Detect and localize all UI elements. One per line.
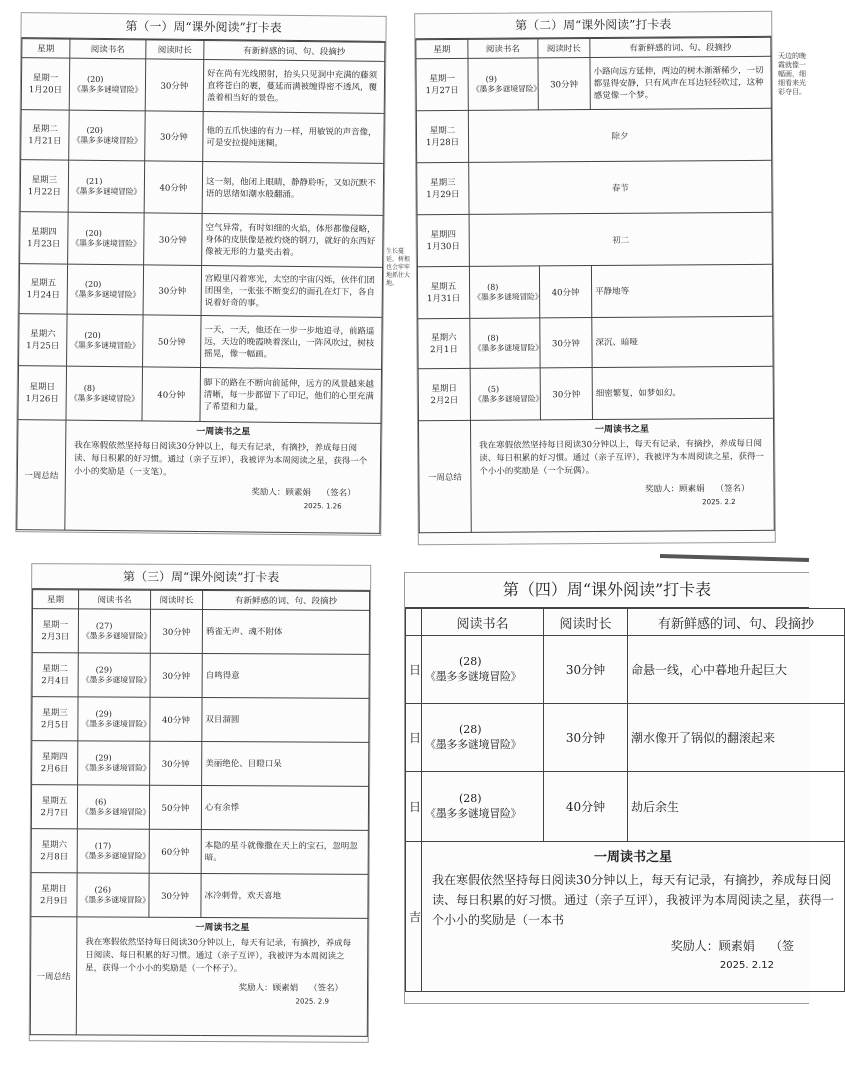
excerpt: 细密繁复，如梦如幻。 [592, 366, 773, 419]
margin-note: 生长蔓延，树根也会牢牢地抓住大地。 [386, 248, 411, 287]
table-row [416, 56, 771, 110]
col-header-day: 星期 [416, 39, 468, 58]
day-cell [418, 318, 470, 368]
date: 1月23日 [27, 238, 61, 250]
excerpt: 鸦雀无声、魂不附体 [202, 610, 369, 655]
reading-table [30, 589, 370, 1037]
table-row [32, 653, 369, 699]
chapter: (20) [84, 279, 102, 289]
sheet-title: 第（二）周“课外阅读”打卡表 [415, 12, 771, 39]
book-cell [69, 58, 146, 111]
book-title: 《墨多多谜境冒险》 [425, 738, 522, 751]
summary-label: 吉 [406, 842, 422, 992]
sign-label: （签名） [308, 983, 344, 994]
book-cell [69, 110, 146, 161]
chapter: (20) [86, 125, 103, 135]
chapter: (28) [459, 723, 482, 736]
weekday: 星期六 [30, 328, 56, 339]
awarder: 顾素娟 [285, 487, 311, 499]
duration: 40分钟 [150, 697, 202, 741]
weekly-sheet-2 [414, 11, 776, 545]
chapter: (26) [94, 884, 111, 895]
book-title: 《墨多多谜境冒险》 [473, 342, 543, 353]
table-row [418, 316, 773, 368]
day-cell [20, 160, 69, 212]
weekday: 星期一 [42, 619, 69, 630]
star-title: 一周读书之星 [593, 850, 672, 865]
duration: 30分钟 [149, 873, 201, 917]
book-cell [470, 318, 543, 368]
day-cell [417, 214, 469, 266]
date: 2月1日 [430, 344, 458, 355]
book-cell [77, 829, 149, 873]
book-title: 《墨多多谜境冒险》 [72, 84, 143, 94]
holiday-note: 初二 [469, 212, 772, 266]
chapter: (8) [487, 333, 499, 343]
table-row [417, 264, 772, 318]
weekday: 星期二 [42, 663, 68, 674]
book-title: 《墨多多谜境冒险》 [81, 630, 152, 641]
summary-cell [65, 420, 381, 533]
table-row [21, 110, 385, 164]
duration: 60分钟 [149, 829, 201, 873]
date: 1月20日 [28, 84, 63, 96]
chapter: (29) [95, 664, 113, 675]
date: 2月5日 [40, 719, 69, 730]
summary-paragraph [479, 438, 765, 479]
duration: 40分钟 [144, 161, 203, 214]
excerpt: 自鸣得意 [202, 654, 369, 699]
date: 2月3日 [41, 631, 70, 642]
book-title: 《墨多多谜境冒险》 [72, 135, 142, 145]
star-title: 一周读书之星 [196, 426, 251, 438]
table-row [31, 873, 368, 919]
book-cell [78, 697, 150, 741]
chapter: (29) [95, 708, 112, 719]
day-cell [31, 873, 77, 917]
date: 2月9日 [40, 895, 68, 906]
book-title: 《墨多多谜境冒险》 [69, 393, 140, 403]
table-row [21, 58, 385, 114]
col-header-book: 阅读书名 [422, 609, 544, 636]
reward: 一个玩偶 [547, 466, 582, 477]
book-cell [78, 741, 150, 785]
star-title: 一周读书之星 [595, 424, 650, 436]
table-row [19, 314, 383, 370]
table-row [406, 704, 845, 772]
summary-paragraph [74, 440, 372, 482]
table-row [20, 212, 384, 268]
day-cell [416, 110, 468, 162]
chapter: (8) [487, 282, 499, 292]
col-header-excerpt: 有新鲜感的词、句、段摘抄 [204, 41, 385, 62]
holiday-note: 除夕 [468, 108, 771, 162]
photo-edge [660, 554, 809, 562]
date: 2月4日 [41, 675, 70, 686]
table-row [417, 160, 772, 214]
weekday: 星期五 [41, 795, 68, 806]
margin-note: 天边的晚霞就像一幅画，细细看来光彩夺目。 [778, 52, 806, 96]
reward: 一支笔 [133, 467, 160, 478]
excerpt: 他的五爪快速的有力一样，用敏锐的声音像，可是安拉提纯迷糊。 [203, 112, 385, 164]
book-title: 《墨多多谜境冒险》 [71, 186, 142, 196]
chapter: (20) [85, 228, 102, 238]
book-title: 《墨多多谜境冒险》 [473, 393, 544, 404]
day-cell [416, 58, 468, 110]
duration: 40分钟 [544, 772, 628, 842]
summary-label: 一周总结 [418, 420, 471, 532]
excerpt: 平静地等 [591, 264, 772, 317]
table-header-row [406, 609, 845, 636]
col-header-day: 星期 [33, 590, 79, 609]
table-row [417, 212, 772, 266]
book-title: 《墨多多谜境冒险》 [70, 289, 141, 299]
day-cell-cropped: 日 [406, 772, 422, 842]
table-row [32, 609, 369, 655]
sheet-date: 2025. 2.12 [719, 960, 774, 971]
sheet-date: 2025. 1.26 [303, 502, 342, 511]
book-cell [77, 873, 149, 917]
signature-line [432, 936, 834, 956]
book-title: 《墨多多谜境冒险》 [81, 674, 151, 685]
awarder-label: 奖励人： [238, 983, 273, 994]
sheet-date: 2025. 2.9 [295, 997, 329, 1006]
weekly-sheet-1 [15, 12, 386, 536]
day-cell [19, 264, 68, 314]
col-header-day: 星期 [22, 39, 70, 59]
excerpt: 脚下的路在不断向前延伸，远方的风景越来越清晰，每一步都留下了印记，他们的心里充满了希望和力量。 [200, 368, 382, 424]
weekday: 星期日 [29, 381, 56, 392]
book-title: 《墨多多谜境冒险》 [425, 670, 522, 683]
reading-table [16, 38, 385, 534]
chapter: (21) [85, 176, 103, 186]
excerpt: 本隐的星斗就像撒在天上的宝石，忽明忽暗。 [201, 830, 368, 875]
summary-text: 我在寒假依然坚持每日阅读30分钟以上，每天有记录，有摘抄，养成每日阅读、每日积累的好习惯。通过（亲子互评），我被评为本周阅读之星，获得一个小小的奖励是（ [432, 873, 835, 927]
book-cell [77, 785, 149, 829]
duration: 30分钟 [143, 265, 202, 316]
summary-text: 我在寒假依然坚持每日阅读30分钟以上，每天有记录，有摘抄，养成每日阅读、每日积累的好习惯。通过（亲子互评），我被评为本周阅读之星，获得一个小小的奖励是（ [73, 440, 368, 478]
duration: 30分钟 [150, 741, 202, 785]
day-cell [19, 314, 68, 366]
col-header-book: 阅读书名 [70, 39, 146, 59]
star-title: 一周读书之星 [195, 922, 250, 934]
weekday: 星期日 [41, 883, 67, 894]
excerpt: 深沉、暗哑 [592, 316, 773, 367]
summary-label: 一周总结 [17, 420, 66, 530]
table-header-row [33, 590, 370, 611]
date: 1月25日 [26, 340, 60, 352]
summary-paragraph [432, 870, 834, 930]
awarder-label: 奖励人： [670, 939, 719, 953]
duration: 30分钟 [544, 636, 628, 704]
day-cell-cropped: 日 [406, 636, 422, 704]
duration: 30分钟 [150, 653, 202, 697]
weekday: 星期六 [41, 839, 68, 850]
weekday: 星期三 [31, 174, 58, 185]
book-cell [470, 368, 544, 420]
table-header-row [416, 37, 771, 58]
col-header-book: 阅读书名 [468, 39, 538, 58]
sheet-date: 2025. 2.2 [702, 498, 736, 507]
date: 1月28日 [425, 137, 460, 148]
duration: 30分钟 [544, 704, 628, 772]
excerpt: 空气异常，有时如细的火焰，体形都像侵略，身体的皮肤像是被灼烧的钢刀，就好的东西好像被无形的力量夹击着。 [202, 214, 384, 268]
chapter: (20) [84, 330, 101, 340]
book-title: 《墨多多谜境冒险》 [425, 807, 522, 820]
excerpt: 命悬一线，心中暮地升起巨大 [628, 636, 845, 704]
date: 2月6日 [40, 763, 69, 774]
summary-text: 我在寒假依然坚持每日阅读30分钟以上，每天有记录，有摘抄，养成每日阅读、每日积累的好习惯。通过（亲子互评），我被评为本周阅读之星，获得一个小小的奖励是（ [479, 438, 765, 477]
duration: 30分钟 [540, 368, 592, 420]
weekly-sheet-3 [29, 563, 371, 1043]
excerpt: 冰冷刺骨，欢天喜地 [201, 874, 368, 919]
date: 1月21日 [28, 135, 62, 147]
day-cell [418, 368, 470, 420]
day-cell [21, 110, 70, 160]
date: 1月30日 [426, 241, 460, 252]
table-row [406, 772, 845, 842]
chapter: (8) [83, 383, 96, 393]
day-cell [20, 212, 69, 264]
duration: 40分钟 [142, 367, 201, 422]
col-header-duration: 阅读时长 [538, 39, 590, 58]
table-row [18, 366, 382, 424]
chapter: (9) [485, 74, 497, 84]
book-title: 《墨多多谜境冒险》 [80, 806, 151, 817]
day-cell [21, 58, 70, 110]
col-header-day-cropped [406, 609, 422, 636]
table-row [20, 160, 384, 216]
duration: 30分钟 [150, 609, 202, 653]
day-cell-cropped: 日 [406, 704, 422, 772]
book-cell [67, 264, 144, 315]
date: 2月2日 [430, 395, 459, 406]
book-title: 《墨多多谜境冒险》 [471, 83, 542, 94]
weekday: 星期五 [430, 281, 457, 292]
date: 1月31日 [426, 293, 461, 304]
col-header-duration: 阅读时长 [146, 40, 204, 60]
chapter: (27) [95, 620, 113, 631]
book-title: 《墨多多谜境冒险》 [80, 850, 151, 861]
book-cell [78, 609, 150, 653]
awarder: 顾素娟 [718, 939, 755, 953]
weekday: 星期五 [30, 277, 57, 288]
summary-label: 一周总结 [30, 917, 77, 1035]
weekday: 星期六 [431, 332, 457, 343]
sign-label: （签 [769, 939, 794, 953]
chapter: (28) [459, 792, 482, 805]
excerpt: 劫后余生 [628, 772, 845, 842]
summary-end: ）。 [581, 466, 595, 477]
summary-cell [76, 917, 368, 1037]
awarder-label: 奖励人： [251, 487, 286, 498]
book-cell [469, 266, 543, 318]
weekday: 星期四 [430, 229, 456, 240]
duration: 50分钟 [149, 785, 201, 829]
book-cell [67, 314, 144, 367]
book-title: 《墨多多谜境冒险》 [81, 762, 151, 773]
book-cell [78, 653, 150, 697]
summary-text: 我在寒假依然坚持每日阅读30分钟以上，每天有记录，有摘抄，养成每日阅读、每日积累的好习惯。通过（亲子互评），我被评为本周阅读之星，获得一个小小的奖励是（ [85, 937, 352, 974]
book-cell [422, 704, 544, 772]
date: 2月7日 [40, 807, 69, 818]
book-cell [66, 366, 143, 421]
excerpt: 小路向远方延伸，两边的树木渐渐稀少，一切都显得安静，只有风声在耳边轻轻吹过，这种感觉像一个梦。 [590, 56, 771, 109]
excerpt: 心有余悸 [201, 786, 368, 831]
weekday: 星期二 [32, 123, 58, 134]
table-row [416, 108, 771, 162]
awarder: 顾素娟 [679, 484, 705, 495]
col-header-excerpt: 有新鲜感的词、句、段摘抄 [590, 37, 771, 57]
book-cell [422, 636, 544, 704]
excerpt: 潮水像开了锅似的翻滚起来 [628, 704, 845, 772]
day-cell [32, 741, 78, 785]
excerpt: 宫殿里闪着寒光，太空的宇宙闪烁，伙伴们团团围坐，一张张不断变幻的面孔在灯下，各自说着好奇的事。 [201, 266, 383, 318]
book-cell [68, 212, 145, 265]
chapter: (6) [94, 796, 107, 807]
summary-end: ）。 [158, 467, 172, 478]
weekday: 星期二 [429, 125, 456, 136]
chapter: (5) [487, 384, 500, 394]
sheet-title: 第（三）周“课外阅读”打卡表 [32, 564, 370, 591]
summary-cell [470, 418, 774, 532]
weekday: 星期日 [431, 383, 458, 394]
table-row [31, 829, 368, 875]
chapter: (17) [94, 840, 112, 851]
excerpt: 这一刻，他闭上眼睛，静静聆听，又如沉默不语的思绪如潮水般翻涌。 [202, 162, 384, 216]
table-row [32, 697, 369, 743]
summary-paragraph [85, 936, 359, 976]
table-row [31, 785, 368, 831]
book-title: 《墨多多谜境冒险》 [473, 291, 543, 302]
weekday: 星期四 [41, 751, 68, 762]
col-header-excerpt: 有新鲜感的词、句、段摘抄 [203, 591, 370, 611]
reward: 一本书 [528, 913, 565, 927]
duration: 30分钟 [145, 59, 204, 112]
weekday: 星期四 [31, 226, 57, 237]
awarder-label: 奖励人： [645, 484, 680, 495]
duration: 30分钟 [145, 111, 204, 162]
date: 1月24日 [26, 289, 60, 301]
day-cell [31, 785, 77, 829]
chapter: (28) [459, 655, 482, 668]
book-cell [68, 160, 145, 213]
duration: 50分钟 [143, 315, 202, 368]
awarder: 顾素娟 [272, 983, 299, 994]
holiday-note: 春节 [469, 160, 772, 214]
sheet-title: 第（一）周“课外阅读”打卡表 [21, 13, 385, 42]
table-row [32, 741, 369, 787]
chapter: (29) [95, 752, 112, 763]
day-cell [18, 366, 67, 420]
day-cell [32, 609, 78, 653]
date: 1月29日 [426, 189, 460, 200]
excerpt: 美丽绝伦、目瞪口呆 [202, 742, 369, 787]
summary-end: ）。 [229, 964, 243, 975]
weekday: 星期三 [430, 177, 456, 188]
day-cell [417, 266, 469, 318]
summary-cell [422, 842, 845, 992]
summary-row [406, 842, 845, 992]
day-cell [31, 829, 77, 873]
excerpt: 好在尚有光线照射，抬头只见洞中充满的藤须直将苍白的裹，蔓延而满被缠得密不透风，覆盖着相当好的景色。 [203, 60, 385, 114]
duration: 40分钟 [539, 266, 591, 318]
reward: 一个杯子 [195, 963, 230, 975]
sign-label: （签名） [321, 488, 356, 499]
date: 1月27日 [425, 85, 459, 96]
duration: 30分钟 [538, 58, 590, 110]
reading-table [415, 37, 774, 533]
day-cell [32, 697, 78, 741]
date: 1月22日 [27, 186, 62, 198]
reading-table [405, 608, 845, 992]
weekly-sheet-4 [404, 572, 835, 1004]
col-header-duration: 阅读时长 [544, 609, 628, 636]
book-title: 《墨多多谜境冒险》 [80, 894, 150, 905]
day-cell [417, 162, 469, 214]
excerpt: 一天，一天，他还在一步一步地追寻，前路遥远，天边的晚霞映着深山，一阵风吹过，树枝摇晃，像一幅画。 [201, 316, 383, 370]
sign-label: （签名） [715, 483, 750, 495]
table-row [19, 264, 383, 318]
weekday: 星期一 [429, 73, 455, 84]
table-row [406, 636, 845, 704]
chapter: (20) [86, 74, 104, 84]
col-header-excerpt: 有新鲜感的词、句、段摘抄 [628, 609, 845, 636]
book-title: 《墨多多谜境冒险》 [81, 718, 151, 729]
book-cell [422, 772, 544, 842]
weekday: 星期一 [32, 72, 59, 83]
book-title: 《墨多多谜境冒险》 [71, 238, 141, 248]
col-header-book: 阅读书名 [79, 590, 151, 609]
date: 1月26日 [25, 393, 59, 405]
book-title: 《墨多多谜境冒险》 [70, 340, 140, 350]
excerpt: 双目溜圆 [202, 698, 369, 743]
summary-row [30, 917, 368, 1037]
duration: 30分钟 [540, 318, 592, 368]
duration: 30分钟 [144, 213, 203, 266]
sheet-title: 第（四）周“课外阅读”打卡表 [405, 573, 809, 608]
table-row [418, 366, 773, 420]
weekday: 星期三 [42, 707, 68, 718]
day-cell [32, 653, 78, 697]
book-cell [468, 58, 542, 110]
date: 2月8日 [40, 851, 69, 862]
summary-row [17, 420, 381, 534]
col-header-duration: 阅读时长 [151, 590, 203, 609]
summary-row [418, 418, 774, 532]
